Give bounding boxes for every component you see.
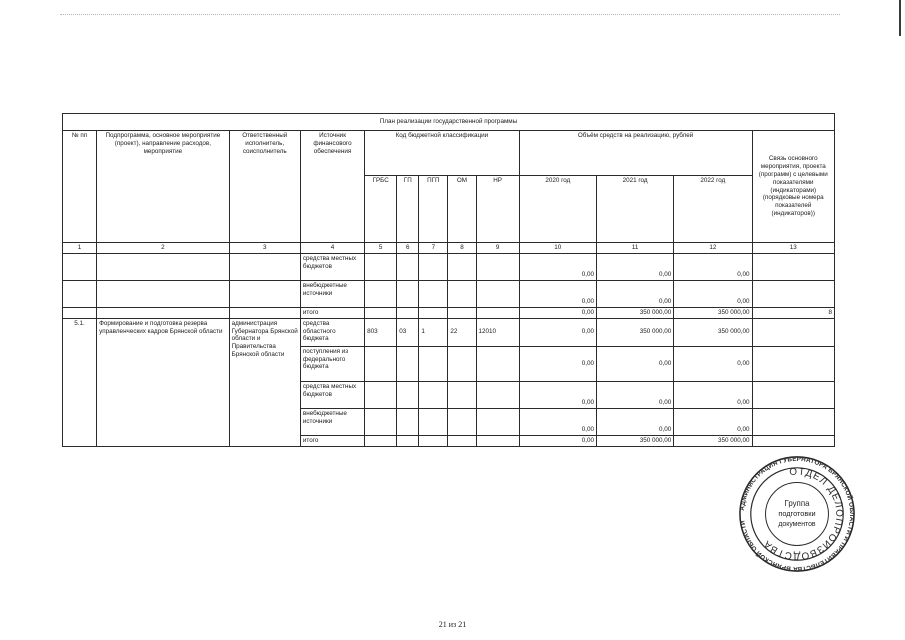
header-2021: 2021 год — [596, 176, 673, 243]
link-cell — [752, 435, 834, 446]
value-2021: 350 000,00 — [596, 318, 673, 346]
header-gp: ГП — [397, 176, 419, 243]
header-executor: Ответственный исполнитель, соисполнитель — [229, 131, 300, 243]
value-2020: 0,00 — [519, 381, 596, 408]
source-cell: средства местных бюджетов — [300, 381, 364, 408]
header-nr: НР — [476, 176, 519, 243]
value-2022: 350 000,00 — [674, 318, 752, 346]
source-cell: итого — [300, 435, 364, 446]
item-executor: администрация Губернатора Брянской области и Правительства Брянской области — [229, 318, 300, 446]
scan-artifact-bar — [899, 0, 901, 36]
table-row-total — [63, 307, 835, 318]
col-number: 1 — [63, 243, 97, 254]
col-number: 10 — [519, 243, 596, 254]
link-cell — [752, 253, 834, 280]
header-budget-code: Код бюджетной классификации — [365, 131, 520, 176]
header-grbs: ГРБС — [365, 176, 397, 243]
nr-cell: 12010 — [476, 318, 519, 346]
link-cell — [752, 346, 834, 381]
department-stamp — [738, 455, 856, 573]
link-cell: 8 — [752, 307, 834, 318]
col-number: 9 — [476, 243, 519, 254]
source-cell: итого — [300, 307, 364, 318]
value-2021: 0,00 — [596, 280, 673, 307]
scan-artifact-line — [60, 14, 840, 15]
value-2020: 0,00 — [519, 346, 596, 381]
stamp-center-line: документов — [778, 520, 816, 528]
page-number: 21 из 21 — [438, 620, 467, 629]
value-2022: 0,00 — [674, 346, 752, 381]
table-row — [63, 280, 835, 307]
header-volume: Объём средств на реализацию, рублей — [519, 131, 752, 176]
table-title-row — [63, 114, 835, 131]
col-number: 4 — [300, 243, 364, 254]
col-number: 5 — [365, 243, 397, 254]
source-cell: внебюджетные источники — [300, 408, 364, 435]
item-name: Формирование и подготовка резерва управленческих кадров Брянской области — [97, 318, 230, 446]
stamp-outer-text: АДМИНИСТРАЦИЯ ГУБЕРНАТОРА БРЯНСКОЙ ОБЛАСТИ И ПРАВИТЕЛЬСТВА БРЯНСКОЙ ОБЛАСТИ — [738, 455, 856, 573]
col-number: 8 — [448, 243, 476, 254]
value-2021: 0,00 — [596, 381, 673, 408]
header-num: № пп — [63, 131, 97, 243]
table-row — [63, 253, 835, 280]
name-cell — [97, 253, 230, 280]
col-number: 11 — [596, 243, 673, 254]
col-number: 3 — [229, 243, 300, 254]
value-2020: 0,00 — [519, 280, 596, 307]
col-number: 12 — [674, 243, 752, 254]
header-link: Связь основного мероприятия, проекта (программ) с целевыми показателями (индикаторами) (порядковые номера показателей (индикаторов)) — [752, 131, 834, 243]
table-row — [63, 318, 835, 346]
pgp-cell: 1 — [419, 318, 448, 346]
value-2020: 0,00 — [519, 318, 596, 346]
value-2020: 0,00 — [519, 307, 596, 318]
om-cell: 22 — [448, 318, 476, 346]
item-number: 5.1. — [63, 318, 97, 446]
source-cell: средства областного бюджета — [300, 318, 364, 346]
num-cell — [63, 253, 97, 280]
source-cell: средства местных бюджетов — [300, 253, 364, 280]
column-number-row — [63, 243, 835, 254]
link-cell — [752, 280, 834, 307]
value-2020: 0,00 — [519, 253, 596, 280]
col-number: 6 — [397, 243, 419, 254]
value-2020: 0,00 — [519, 408, 596, 435]
header-source: Источник финансового обеспечения — [300, 131, 364, 243]
header-om: ОМ — [448, 176, 476, 243]
value-2022: 0,00 — [674, 280, 752, 307]
value-2021: 350 000,00 — [596, 307, 673, 318]
table-title: План реализации государственной программы — [63, 114, 835, 131]
executor-cell — [229, 253, 300, 280]
header-2020: 2020 год — [519, 176, 596, 243]
gp-cell: 03 — [397, 318, 419, 346]
header-pgp: ПГП — [419, 176, 448, 243]
col-number: 7 — [419, 243, 448, 254]
value-2022: 0,00 — [674, 408, 752, 435]
link-cell — [752, 318, 834, 346]
link-cell — [752, 408, 834, 435]
grbs-cell: 803 — [365, 318, 397, 346]
value-2022: 350 000,00 — [674, 435, 752, 446]
header-subprogram: Подпрограмма, основное мероприятие (проект), направление расходов, мероприятие — [97, 131, 230, 243]
value-2021: 0,00 — [596, 408, 673, 435]
value-2022: 0,00 — [674, 253, 752, 280]
stamp-ring-text: ОТДЕЛ ДЕЛОПРОИЗВОДСТВА — [761, 466, 845, 562]
value-2021: 0,00 — [596, 253, 673, 280]
col-number: 2 — [97, 243, 230, 254]
col-number: 13 — [752, 243, 834, 254]
value-2021: 350 000,00 — [596, 435, 673, 446]
value-2022: 0,00 — [674, 381, 752, 408]
value-2022: 350 000,00 — [674, 307, 752, 318]
source-cell: внебюджетные источники — [300, 280, 364, 307]
link-cell — [752, 381, 834, 408]
stamp-center-line: подготовки — [778, 508, 816, 518]
source-cell: поступления из федерального бюджета — [300, 346, 364, 381]
value-2020: 0,00 — [519, 435, 596, 446]
stamp-center-line: Группа — [784, 499, 810, 509]
plan-table — [62, 113, 835, 447]
value-2021: 0,00 — [596, 346, 673, 381]
header-row-1 — [63, 131, 835, 176]
header-2022: 2022 год — [674, 176, 752, 243]
